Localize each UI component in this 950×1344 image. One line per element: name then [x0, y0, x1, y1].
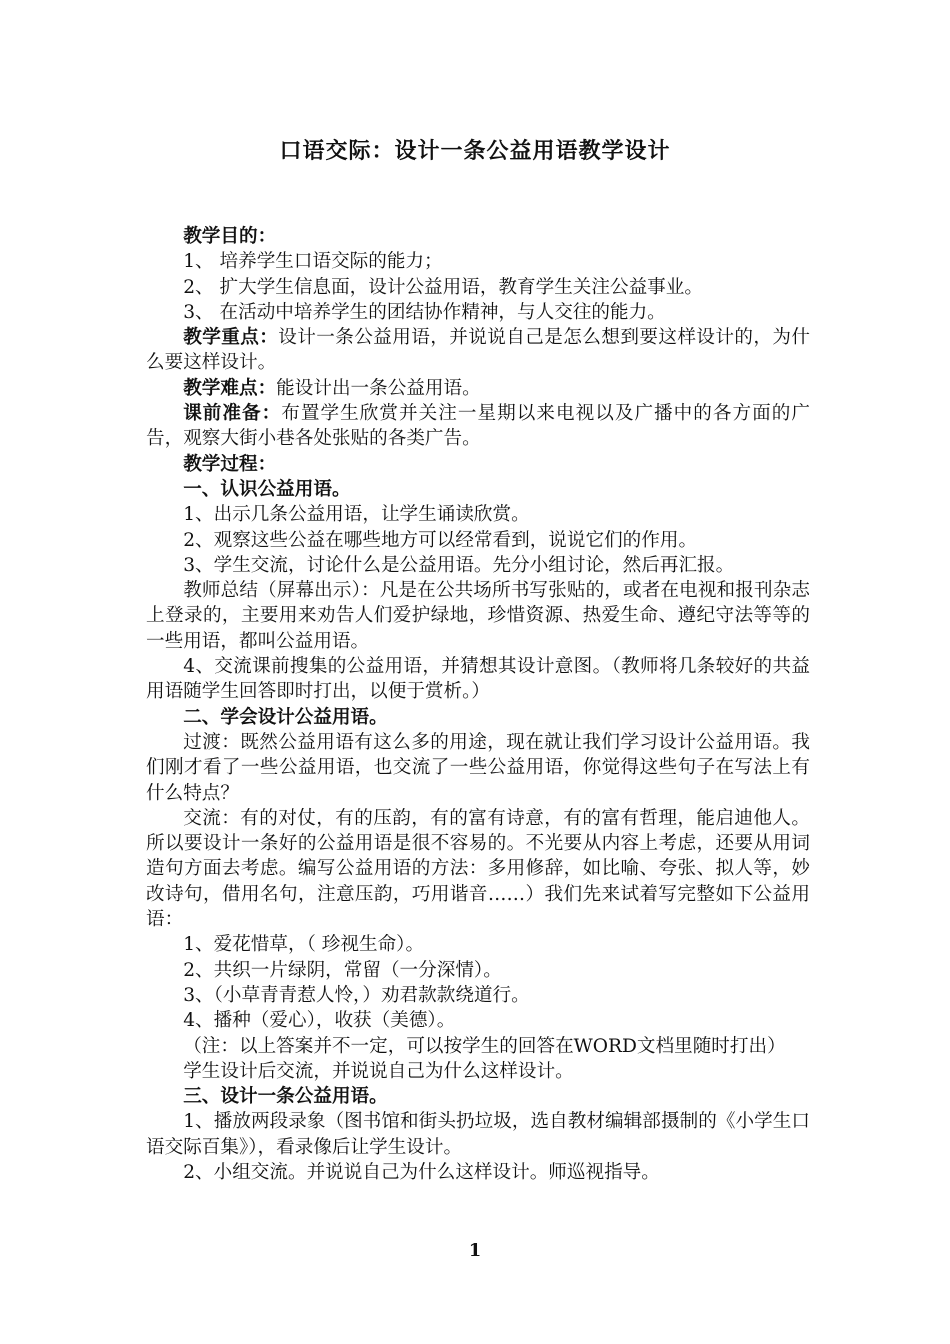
body-paragraph: 教师总结（屏幕出示）：凡是在公共场所书写张贴的，或者在电视和报刊杂志上登录的，主要用来劝告人们爱护绿地，珍惜资源、热爱生命、遵纪守法等等的一些用语，都叫公益用语。	[146, 580, 810, 652]
body-paragraph: 1、出示几条公益用语，让学生诵读欣赏。	[183, 504, 530, 526]
body-paragraph: 学生设计后交流，并说说自己为什么这样设计。	[183, 1060, 574, 1082]
body-paragraph: 交流：有的对仗，有的压韵，有的富有诗意，有的富有哲理，能启迪他人。所以要设计一条好的公益用语是很不容易的。不光要从内容上考虑，还要从用词造句方面去考虑。编写公益用语的方法：多用修辞，如比喻、夸张、拟人等，妙改诗句，借用名句，注意压韵，巧用谐音……）我们先来试着写完整如下公益用语：	[146, 807, 810, 931]
body-paragraph: 3、学生交流，讨论什么是公益用语。先分小组讨论，然后再汇报。	[183, 554, 735, 576]
paragraph-label: 教学难点：	[183, 377, 277, 399]
labeled-paragraph	[146, 376, 810, 401]
body-paragraph: 1、 培养学生口语交际的能力；	[183, 251, 443, 273]
body-paragraph: 1、播放两段录象（图书馆和街头扔垃圾，选自教材编辑部摄制的《小学生口语交际百集》），看录像后让学生设计。	[146, 1111, 810, 1158]
body-paragraph: （注：以上答案并不一定，可以按学生的回答在WORD文档里随时打出）	[183, 1035, 786, 1057]
body-paragraph: 2、小组交流。并说说自己为什么这样设计。师巡视指导。	[183, 1161, 660, 1183]
section-heading: 教学过程：	[183, 453, 277, 475]
section-heading: 二、学会设计公益用语。	[183, 706, 388, 728]
body-paragraph: 2、 扩大学生信息面，设计公益用语，教育学生关注公益事业。	[183, 276, 703, 298]
body-paragraph: 3、（小草青青惹人怜，）劝君款款绕道行。	[183, 984, 530, 1006]
labeled-paragraph	[146, 325, 810, 376]
body-paragraph: 2、共织一片绿阴，常留（一分深情）。	[183, 959, 502, 981]
labeled-paragraph	[146, 401, 810, 452]
paragraph-label: 课前准备：	[183, 403, 282, 425]
paragraph-text: 能设计出一条公益用语。	[276, 377, 481, 399]
section-heading: 一、认识公益用语。	[183, 478, 351, 500]
paragraph-text: 布置学生欣赏并关注一星期以来电视以及广播中的各方面的广告，观察大街小巷各处张贴的各类广告。	[146, 403, 810, 450]
paragraph-label: 教学重点：	[183, 327, 279, 349]
body-paragraph: 过渡：既然公益用语有这么多的用途，现在就让我们学习设计公益用语。我们刚才看了一些公益用语，也交流了一些公益用语，你觉得这些句子在写法上有什么特点？	[146, 731, 810, 804]
section-heading: 三、设计一条公益用语。	[183, 1086, 388, 1108]
document-title: 口语交际：设计一条公益用语教学设计	[279, 139, 671, 164]
body-paragraph: 1、爱花惜草，（ 珍视生命）。	[183, 934, 425, 956]
body-paragraph: 3、 在活动中培养学生的团结协作精神，与人交往的能力。	[183, 301, 666, 323]
page-number: 1	[468, 1240, 482, 1261]
body-paragraph: 2、观察这些公益在哪些地方可以经常看到，说说它们的作用。	[183, 529, 698, 551]
body-paragraph: 4、交流课前搜集的公益用语，并猜想其设计意图。（教师将几条较好的共益用语随学生回答即时打出，以便于赏析。）	[146, 656, 810, 703]
section-heading: 教学目的：	[183, 226, 277, 247]
body-paragraph: 4、播种（爱心），收获（美德）。	[183, 1010, 456, 1032]
document-body	[146, 224, 810, 1185]
paragraph-text: 设计一条公益用语，并说说自己是怎么想到要这样设计的，为什么要这样设计。	[146, 327, 810, 374]
